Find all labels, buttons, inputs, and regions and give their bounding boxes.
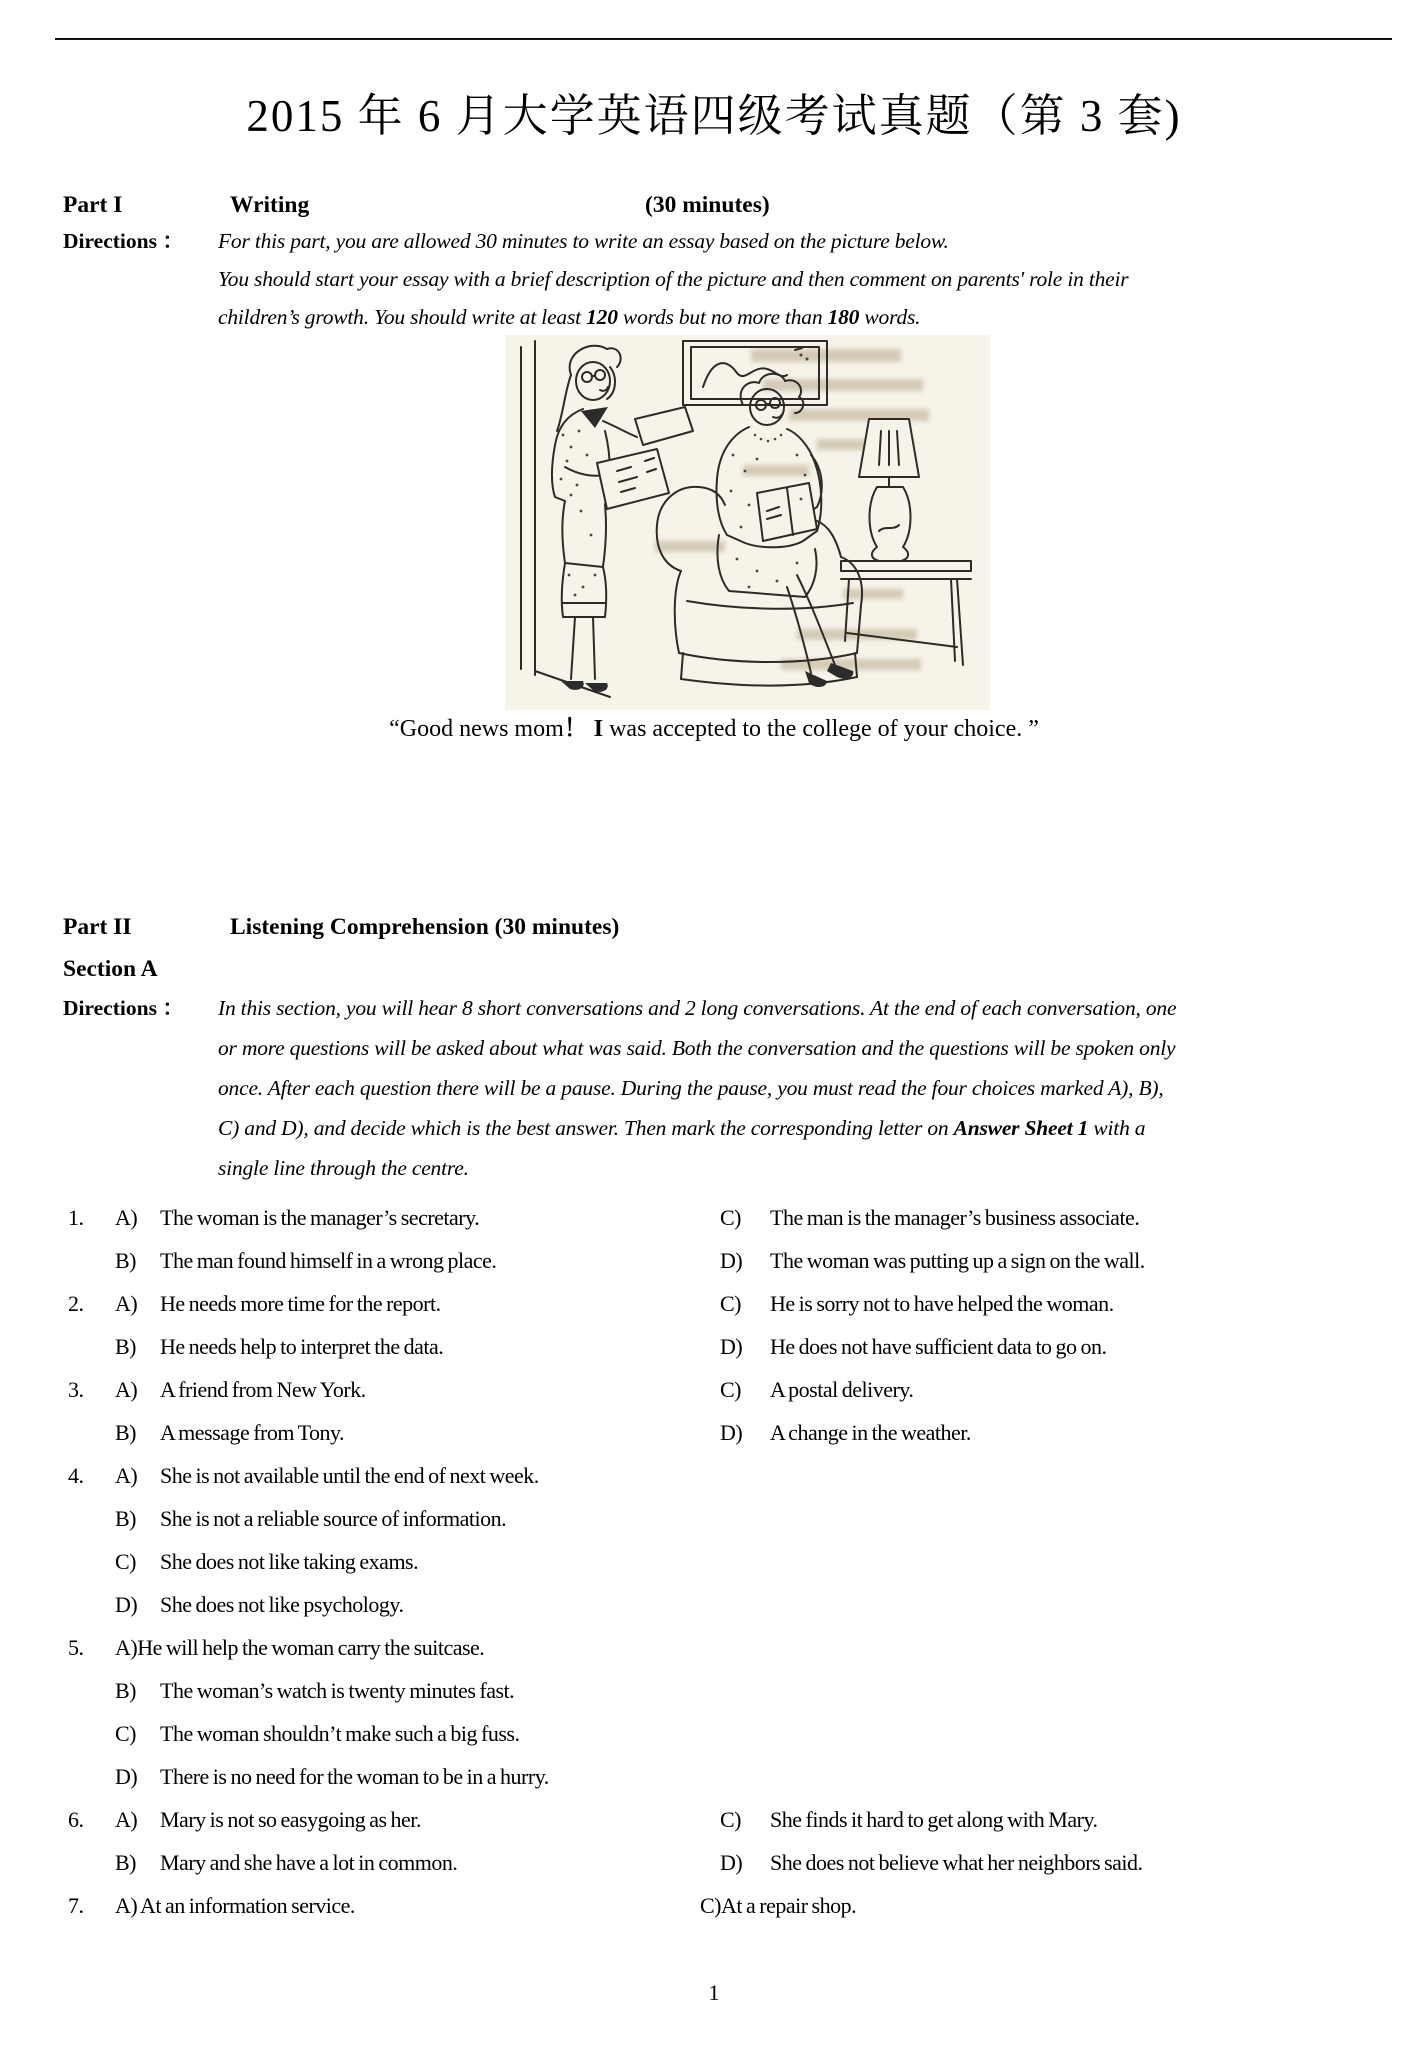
directions-line: For this part, you are allowed 30 minutes to write an essay based on the picture below.: [218, 229, 949, 253]
option-text: [770, 1454, 1390, 1497]
option-letter: D): [720, 1850, 743, 1875]
option-letter: D): [115, 1592, 138, 1617]
option-letter: [720, 1497, 770, 1540]
option-text: She is not a reliable source of information.: [160, 1506, 507, 1531]
question-number: [68, 1583, 115, 1626]
option-letter: B): [115, 1248, 136, 1273]
directions-segment: words but no more than: [617, 305, 828, 329]
answer-sheet-ref: Answer Sheet 1: [953, 1116, 1089, 1140]
question-row: [68, 1755, 1390, 1798]
option-text: She does not like psychology.: [160, 1592, 404, 1617]
part1-directions-text: [218, 222, 1393, 336]
option-letter: [720, 1626, 770, 1669]
question-number: [68, 1540, 115, 1583]
directions-segment: with a: [1088, 1116, 1146, 1140]
option-text: [770, 1755, 1390, 1798]
option-letter: D): [720, 1334, 743, 1359]
question-row: [68, 1282, 1390, 1325]
option-letter: A): [115, 1205, 138, 1230]
option-letter: [720, 1540, 770, 1583]
directions-segment: children’s growth. You should write at least: [218, 305, 587, 329]
question-row: [68, 1540, 1390, 1583]
question-row: [68, 1239, 1390, 1282]
option-text: The woman was putting up a sign on the wall.: [770, 1248, 1145, 1273]
option-text: C)At a repair shop.: [700, 1893, 857, 1918]
option-letter: D): [720, 1420, 743, 1445]
question-row: [68, 1626, 1390, 1669]
directions-segment: words.: [859, 305, 921, 329]
question-number: [68, 1497, 115, 1540]
exam-title: 2015 年 6 月大学英语四级考试真题（第 3 套): [246, 91, 1182, 141]
option-letter: B): [115, 1506, 136, 1531]
option-text: A friend from New York.: [160, 1377, 366, 1402]
option-text: Mary and she have a lot in common.: [160, 1850, 458, 1875]
question-row: [68, 1583, 1390, 1626]
directions-line: You should start your essay with a brief description of the picture and then comment on parents' role in their: [218, 267, 1129, 291]
directions-label: [63, 988, 218, 1188]
section-a-heading: Section A: [63, 956, 158, 982]
question-number: 7.: [68, 1893, 84, 1918]
question-row: [68, 1841, 1390, 1884]
question-row: [68, 1884, 1390, 1927]
option-letter: A): [115, 1807, 138, 1832]
option-letter: C): [115, 1721, 136, 1746]
max-words-value: 180: [827, 305, 860, 329]
caption-segment: was accepted to the college of your choice. ”: [603, 716, 1039, 742]
question-number: 6.: [68, 1807, 84, 1832]
directions-line: single line through the centre.: [218, 1156, 469, 1180]
question-row: [68, 1368, 1390, 1411]
option-text: [770, 1626, 1390, 1669]
question-number: [68, 1712, 115, 1755]
question-row: [68, 1325, 1390, 1368]
directions-line: once. After each question there will be a pause. During the pause, you must read the four choices marked A), B),: [218, 1076, 1164, 1100]
option-letter: [720, 1669, 770, 1712]
caption-segment: “Good news mom: [389, 716, 564, 742]
page-number: 1: [708, 1980, 720, 2005]
directions-line: [218, 298, 1393, 336]
option-text: The man is the manager’s business associate.: [770, 1205, 1140, 1230]
directions-label: [63, 222, 218, 336]
cartoon-caption: [0, 713, 1428, 745]
option-letter: B): [115, 1850, 136, 1875]
option-text: The man found himself in a wrong place.: [160, 1248, 497, 1273]
part1-label: Part I: [63, 192, 123, 218]
option-letter: [720, 1454, 770, 1497]
option-letter: A): [115, 1463, 138, 1488]
directions-colon: ：: [162, 996, 184, 1020]
question-number: [68, 1411, 115, 1454]
option-text: [770, 1497, 1390, 1540]
question-row: [68, 1497, 1390, 1540]
question-number: 5.: [68, 1635, 84, 1660]
option-text: Mary is not so easygoing as her.: [160, 1807, 421, 1832]
question-number: 2.: [68, 1291, 84, 1316]
option-text: She finds it hard to get along with Mary.: [770, 1807, 1098, 1832]
option-text: She is not available until the end of next week.: [160, 1463, 539, 1488]
option-letter: B): [115, 1420, 136, 1445]
directions-segment: C) and D), and decide which is the best answer. Then mark the corresponding letter on: [218, 1116, 954, 1140]
min-words-value: 120: [586, 305, 618, 329]
caption-bold-segment: ！ I: [563, 716, 604, 742]
option-letter: D): [720, 1248, 743, 1273]
option-text: [770, 1669, 1390, 1712]
part1-heading: [63, 190, 1390, 220]
option-text: [770, 1583, 1390, 1626]
option-letter: C): [720, 1291, 741, 1316]
part2-name: Listening Comprehension (30 minutes): [230, 914, 620, 940]
option-text: The woman is the manager’s secretary.: [160, 1205, 480, 1230]
part2-heading: [63, 912, 1390, 942]
directions-line: In this section, you will hear 8 short conversations and 2 long conversations. At the end of each conversation, one: [218, 996, 1177, 1020]
option-letter: [720, 1712, 770, 1755]
option-text: She does not like taking exams.: [160, 1549, 419, 1574]
part2-label: Part II: [63, 914, 132, 940]
option-text: A)He will help the woman carry the suitcase.: [115, 1635, 485, 1660]
option-letter: B): [115, 1678, 136, 1703]
question-number: [68, 1239, 115, 1282]
question-number: [68, 1841, 115, 1884]
option-text: He needs more time for the report.: [160, 1291, 441, 1316]
part2-directions: [63, 988, 1400, 1188]
option-letter: [720, 1755, 770, 1798]
option-text: She does not believe what her neighbors said.: [770, 1850, 1143, 1875]
question-row: [68, 1669, 1390, 1712]
writing-prompt-cartoon: [505, 335, 990, 710]
listening-questions: [68, 1196, 1390, 1927]
part1-directions: [63, 222, 1393, 336]
option-text: [770, 1712, 1390, 1755]
option-text: The woman’s watch is twenty minutes fast.: [160, 1678, 515, 1703]
option-text: A message from Tony.: [160, 1420, 345, 1445]
top-rule: [55, 38, 1392, 40]
option-letter: C): [115, 1549, 136, 1574]
option-text: There is no need for the woman to be in a hurry.: [160, 1764, 549, 1789]
part1-time: (30 minutes): [645, 192, 770, 218]
option-letter: C): [720, 1205, 741, 1230]
option-text: A postal delivery.: [770, 1377, 914, 1402]
part1-name: Writing: [230, 192, 310, 218]
option-text: A change in the weather.: [770, 1420, 971, 1445]
option-text: [770, 1540, 1390, 1583]
question-row: [68, 1798, 1390, 1841]
option-letter: C): [720, 1377, 741, 1402]
option-text: He does not have sufficient data to go on.: [770, 1334, 1107, 1359]
option-letter: [720, 1583, 770, 1626]
part2-directions-text: [218, 988, 1400, 1188]
question-number: 1.: [68, 1205, 84, 1230]
option-text: A) At an information service.: [115, 1893, 355, 1918]
question-number: 4.: [68, 1463, 84, 1488]
question-row: [68, 1454, 1390, 1497]
question-number: [68, 1325, 115, 1368]
option-text: The woman shouldn’t make such a big fuss.: [160, 1721, 520, 1746]
option-letter: B): [115, 1334, 136, 1359]
cartoon-svg: [505, 335, 990, 710]
option-letter: C): [720, 1807, 741, 1832]
option-text: He is sorry not to have helped the woman.: [770, 1291, 1114, 1316]
question-number: [68, 1669, 115, 1712]
question-row: [68, 1411, 1390, 1454]
question-number: 3.: [68, 1377, 84, 1402]
directions-line: or more questions will be asked about what was said. Both the conversation and the questions will be spoken only: [218, 1036, 1176, 1060]
question-row: [68, 1196, 1390, 1239]
question-row: [68, 1712, 1390, 1755]
option-letter: D): [115, 1764, 138, 1789]
option-letter: A): [115, 1377, 138, 1402]
directions-word: Directions: [63, 229, 157, 253]
option-letter: A): [115, 1291, 138, 1316]
question-number: [68, 1755, 115, 1798]
directions-colon: ：: [162, 229, 184, 253]
option-text: He needs help to interpret the data.: [160, 1334, 444, 1359]
directions-line: [218, 1108, 1400, 1148]
directions-word: Directions: [63, 996, 157, 1020]
